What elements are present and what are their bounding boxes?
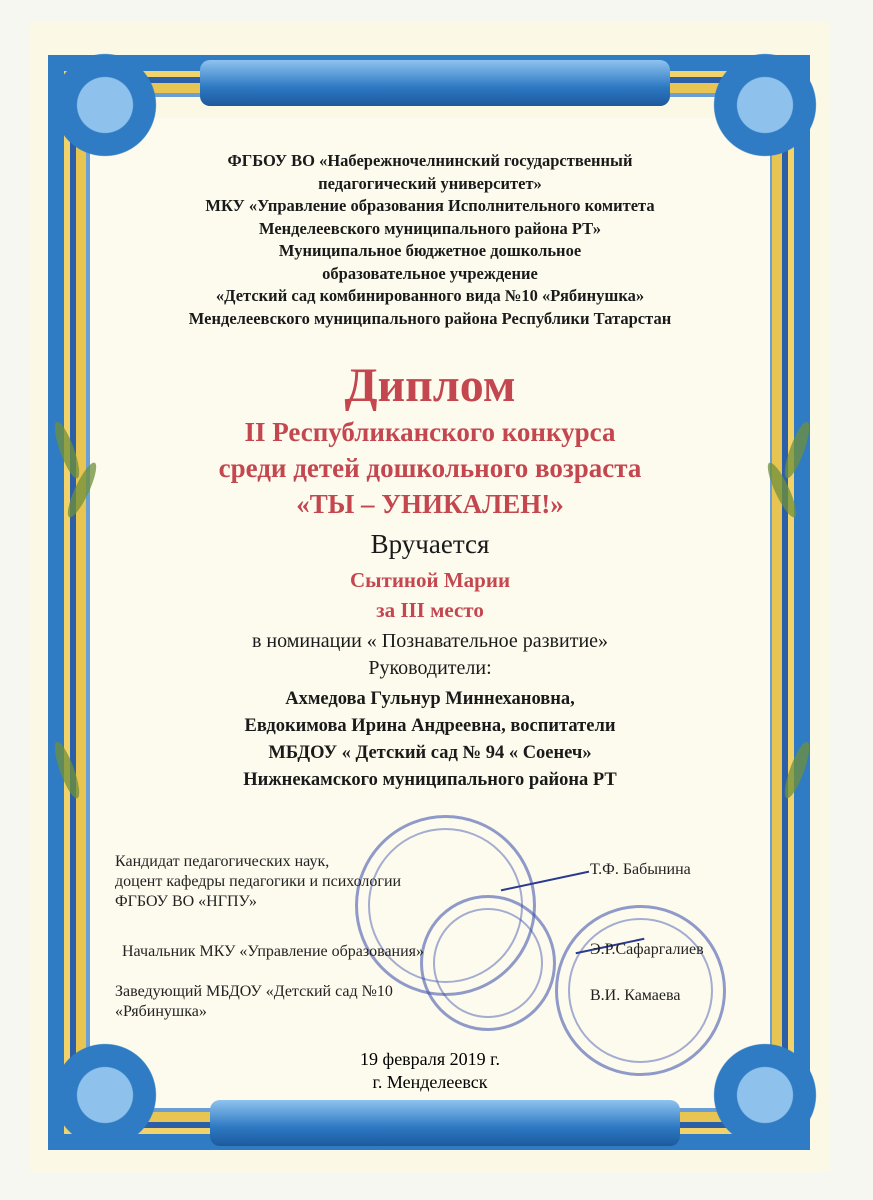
signature-title-line: Заведующий МБДОУ «Детский сад №10 — [115, 983, 393, 1000]
header-line: Муниципальное бюджетное дошкольное — [278, 241, 582, 260]
header-line: Менделеевского муниципального района Республики Татарстан — [188, 308, 672, 328]
signer-name-2: Э.Р.Сафаргалиев — [590, 941, 704, 958]
signer-name-1: Т.Ф. Бабынина — [590, 861, 691, 878]
header-line: «Детский сад комбинированного вида №10 «Рябинушка» — [215, 286, 645, 305]
signature-title-2: Начальник МКУ «Управление образования» — [122, 943, 425, 960]
supervisor-line: Евдокимова Ирина Андреевна, воспитатели — [244, 716, 616, 736]
recipient-name: Сытиной Марии — [349, 568, 511, 592]
place-label: за III место — [376, 598, 484, 622]
issue-date: 19 февраля 2019 г. — [360, 1049, 500, 1069]
header-line: МКУ «Управление образования Исполнительного комитета — [205, 196, 655, 215]
bottom-ribbon — [210, 1100, 680, 1146]
header-line: образовательное учреждение — [322, 263, 538, 283]
header-line: ФГБОУ ВО «Набережночелнинский государственный — [227, 151, 633, 170]
corner-ornament-icon — [700, 1030, 830, 1160]
header-line: Менделеевского муниципального района РТ» — [259, 218, 601, 238]
contest-line: II Республиканского конкурса — [244, 417, 616, 447]
signature-block-1 — [115, 852, 401, 912]
supervisors-label: Руководители: — [368, 657, 492, 679]
signature-title-line: Кандидат педагогических наук, — [115, 853, 330, 870]
issue-city: г. Менделеевск — [372, 1072, 488, 1092]
top-ribbon — [200, 60, 670, 106]
corner-ornament-icon — [40, 1030, 170, 1160]
nomination-line: в номинации « Познавательное развитие» — [251, 630, 609, 652]
awarded-label: Вручается — [370, 529, 490, 559]
contest-line: среди детей дошкольного возраста — [218, 453, 642, 483]
diploma-content — [100, 150, 760, 794]
diploma-title: Диплом — [344, 359, 516, 412]
stamp-seal-icon — [420, 895, 556, 1031]
header-line: педагогический университет» — [318, 173, 542, 193]
signature-title-line: ФГБОУ ВО «НГПУ» — [115, 893, 257, 910]
signature-title-line: «Рябинушка» — [115, 1003, 207, 1020]
supervisor-line: МБДОУ « Детский сад № 94 « Соенеч» — [268, 743, 592, 763]
signer-name-3: В.И. Камаева — [590, 987, 681, 1004]
signature-title-line: доцент кафедры педагогики и психологии — [115, 873, 402, 890]
contest-line: «ТЫ – УНИКАЛЕН!» — [296, 489, 564, 519]
supervisor-line: Ахмедова Гульнур Миннехановна, — [285, 689, 575, 709]
signature-block-3 — [115, 982, 393, 1022]
supervisor-line: Нижнекамского муниципального района РТ — [243, 770, 617, 790]
